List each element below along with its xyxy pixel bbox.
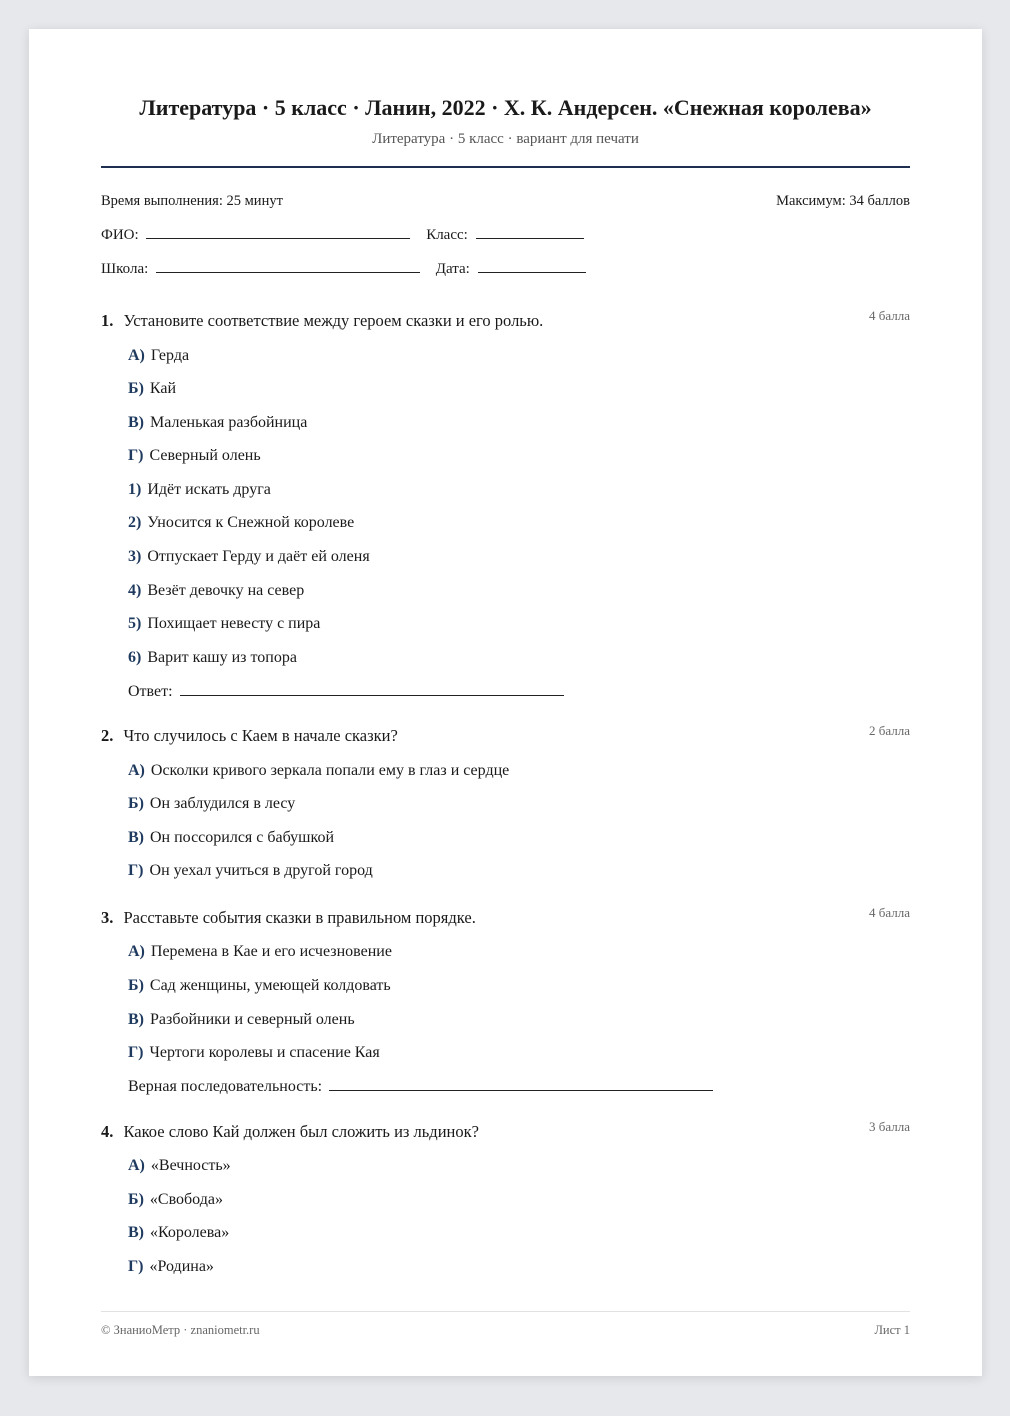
option-key: 2): [128, 514, 142, 531]
option-item: [128, 414, 307, 432]
option-key: Б): [128, 795, 144, 812]
option-text: Он заблудился в лесу: [149, 795, 296, 812]
worksheet-content: [101, 29, 910, 1376]
answer-row: [128, 683, 564, 701]
fio-label: ФИО:: [101, 227, 139, 243]
option-item: [128, 1224, 229, 1242]
option-key: А): [128, 347, 145, 364]
answer-row: [128, 1078, 713, 1096]
option-item: [128, 514, 354, 532]
option-item: [128, 447, 261, 465]
option-item: [128, 1044, 380, 1062]
option-text: Чертоги королевы и спасение Кая: [149, 1044, 380, 1061]
option-item: [128, 380, 176, 398]
school-blank[interactable]: [156, 260, 420, 273]
option-text: Перемена в Кае и его исчезновение: [150, 943, 392, 960]
question-text: Что случилось с Каем в начале сказки?: [123, 726, 398, 745]
option-item: [128, 829, 334, 847]
option-item: [128, 649, 297, 667]
option-text: Герда: [150, 347, 190, 364]
option-key: Г): [128, 1258, 144, 1275]
option-text: «Вечность»: [150, 1157, 231, 1174]
option-item: [128, 1011, 355, 1029]
question-text: Расставьте события сказки в правильном порядке.: [123, 908, 476, 927]
option-key: А): [128, 943, 145, 960]
option-key: 1): [128, 481, 142, 498]
question-text: Какое слово Кай должен был сложить из льдинок?: [123, 1122, 479, 1141]
option-text: «Родина»: [149, 1258, 214, 1275]
option-key: Б): [128, 380, 144, 397]
page-footer: [101, 1323, 910, 1338]
option-item: [128, 795, 295, 813]
footer-page-number: Лист 1: [874, 1323, 910, 1337]
option-text: Маленькая разбойница: [150, 414, 308, 431]
question-number: 1.: [101, 311, 114, 330]
option-item: [128, 1258, 214, 1276]
option-key: 4): [128, 582, 142, 599]
question-1: [101, 308, 910, 331]
question-text: Установите соответствие между героем сказки и его ролью.: [123, 311, 544, 330]
option-key: Г): [128, 862, 144, 879]
option-item: [128, 481, 271, 499]
option-text: «Королева»: [150, 1224, 230, 1241]
option-key: 5): [128, 615, 142, 632]
option-text: Отпускает Герду и даёт ей оленя: [147, 548, 370, 565]
question-points: 4 балла: [869, 905, 910, 920]
option-text: Разбойники и северный олень: [150, 1011, 355, 1028]
question-points: 2 балла: [869, 723, 910, 738]
meta-row: [101, 193, 910, 210]
school-date-row: [101, 260, 586, 278]
question-4: [101, 1119, 910, 1142]
answer-label: Ответ:: [128, 683, 173, 700]
option-item: [128, 943, 392, 961]
option-key: А): [128, 1157, 145, 1174]
option-key: В): [128, 1011, 144, 1028]
option-text: Сад женщины, умеющей колдовать: [149, 977, 391, 994]
option-text: «Свобода»: [149, 1191, 223, 1208]
date-blank[interactable]: [478, 260, 586, 273]
option-text: Везёт девочку на север: [147, 582, 305, 599]
option-item: [128, 762, 509, 780]
footer-copyright: © ЗнаниоМетр · znaniometr.ru: [101, 1323, 260, 1337]
answer-blank[interactable]: [180, 683, 564, 696]
worksheet-page: [29, 29, 982, 1376]
fio-blank[interactable]: [146, 226, 410, 239]
question-points: 3 балла: [869, 1119, 910, 1134]
option-item: [128, 977, 391, 995]
question-number: 2.: [101, 726, 114, 745]
option-item: [128, 1191, 223, 1209]
class-label: Класс:: [426, 227, 468, 243]
question-2: [101, 723, 910, 746]
option-text: Осколки кривого зеркала попали ему в глаз и сердце: [150, 762, 510, 779]
option-text: Варит кашу из топора: [147, 649, 297, 666]
option-text: Кай: [149, 380, 177, 397]
option-item: [128, 862, 373, 880]
date-label: Дата:: [435, 261, 470, 277]
option-key: 3): [128, 548, 142, 565]
option-text: Похищает невесту с пира: [147, 615, 321, 632]
footer-divider: [101, 1311, 910, 1312]
option-item: [128, 1157, 231, 1175]
option-key: В): [128, 1224, 144, 1241]
answer-label: Верная последовательность:: [128, 1078, 323, 1095]
option-key: В): [128, 414, 144, 431]
class-blank[interactable]: [476, 226, 584, 239]
option-key: 6): [128, 649, 142, 666]
fio-class-row: [101, 226, 584, 244]
option-item: [128, 347, 189, 365]
option-text: Северный олень: [149, 447, 261, 464]
option-item: [128, 615, 320, 633]
max-score: Максимум: 34 баллов: [776, 193, 910, 209]
option-key: А): [128, 762, 145, 779]
answer-blank[interactable]: [329, 1078, 713, 1091]
school-label: Школа:: [101, 261, 149, 277]
page-subtitle: Литература · 5 класс · вариант для печати: [372, 131, 639, 147]
option-text: Он уехал учиться в другой город: [149, 862, 373, 879]
question-3: [101, 905, 910, 928]
header-divider: [101, 166, 910, 168]
option-key: Б): [128, 1191, 144, 1208]
option-key: Г): [128, 1044, 144, 1061]
option-key: Б): [128, 977, 144, 994]
page-title: Литература · 5 класс · Ланин, 2022 · Х. К. Андерсен. «Снежная королева»: [139, 95, 872, 120]
question-number: 3.: [101, 908, 114, 927]
option-text: Он поссорился с бабушкой: [150, 829, 335, 846]
option-item: [128, 582, 304, 600]
question-points: 4 балла: [869, 308, 910, 323]
option-item: [128, 548, 370, 566]
option-text: Идёт искать друга: [147, 481, 271, 498]
option-key: Г): [128, 447, 144, 464]
question-number: 4.: [101, 1122, 114, 1141]
option-key: В): [128, 829, 144, 846]
option-text: Уносится к Снежной королеве: [147, 514, 355, 531]
time-limit: Время выполнения: 25 минут: [101, 193, 283, 209]
